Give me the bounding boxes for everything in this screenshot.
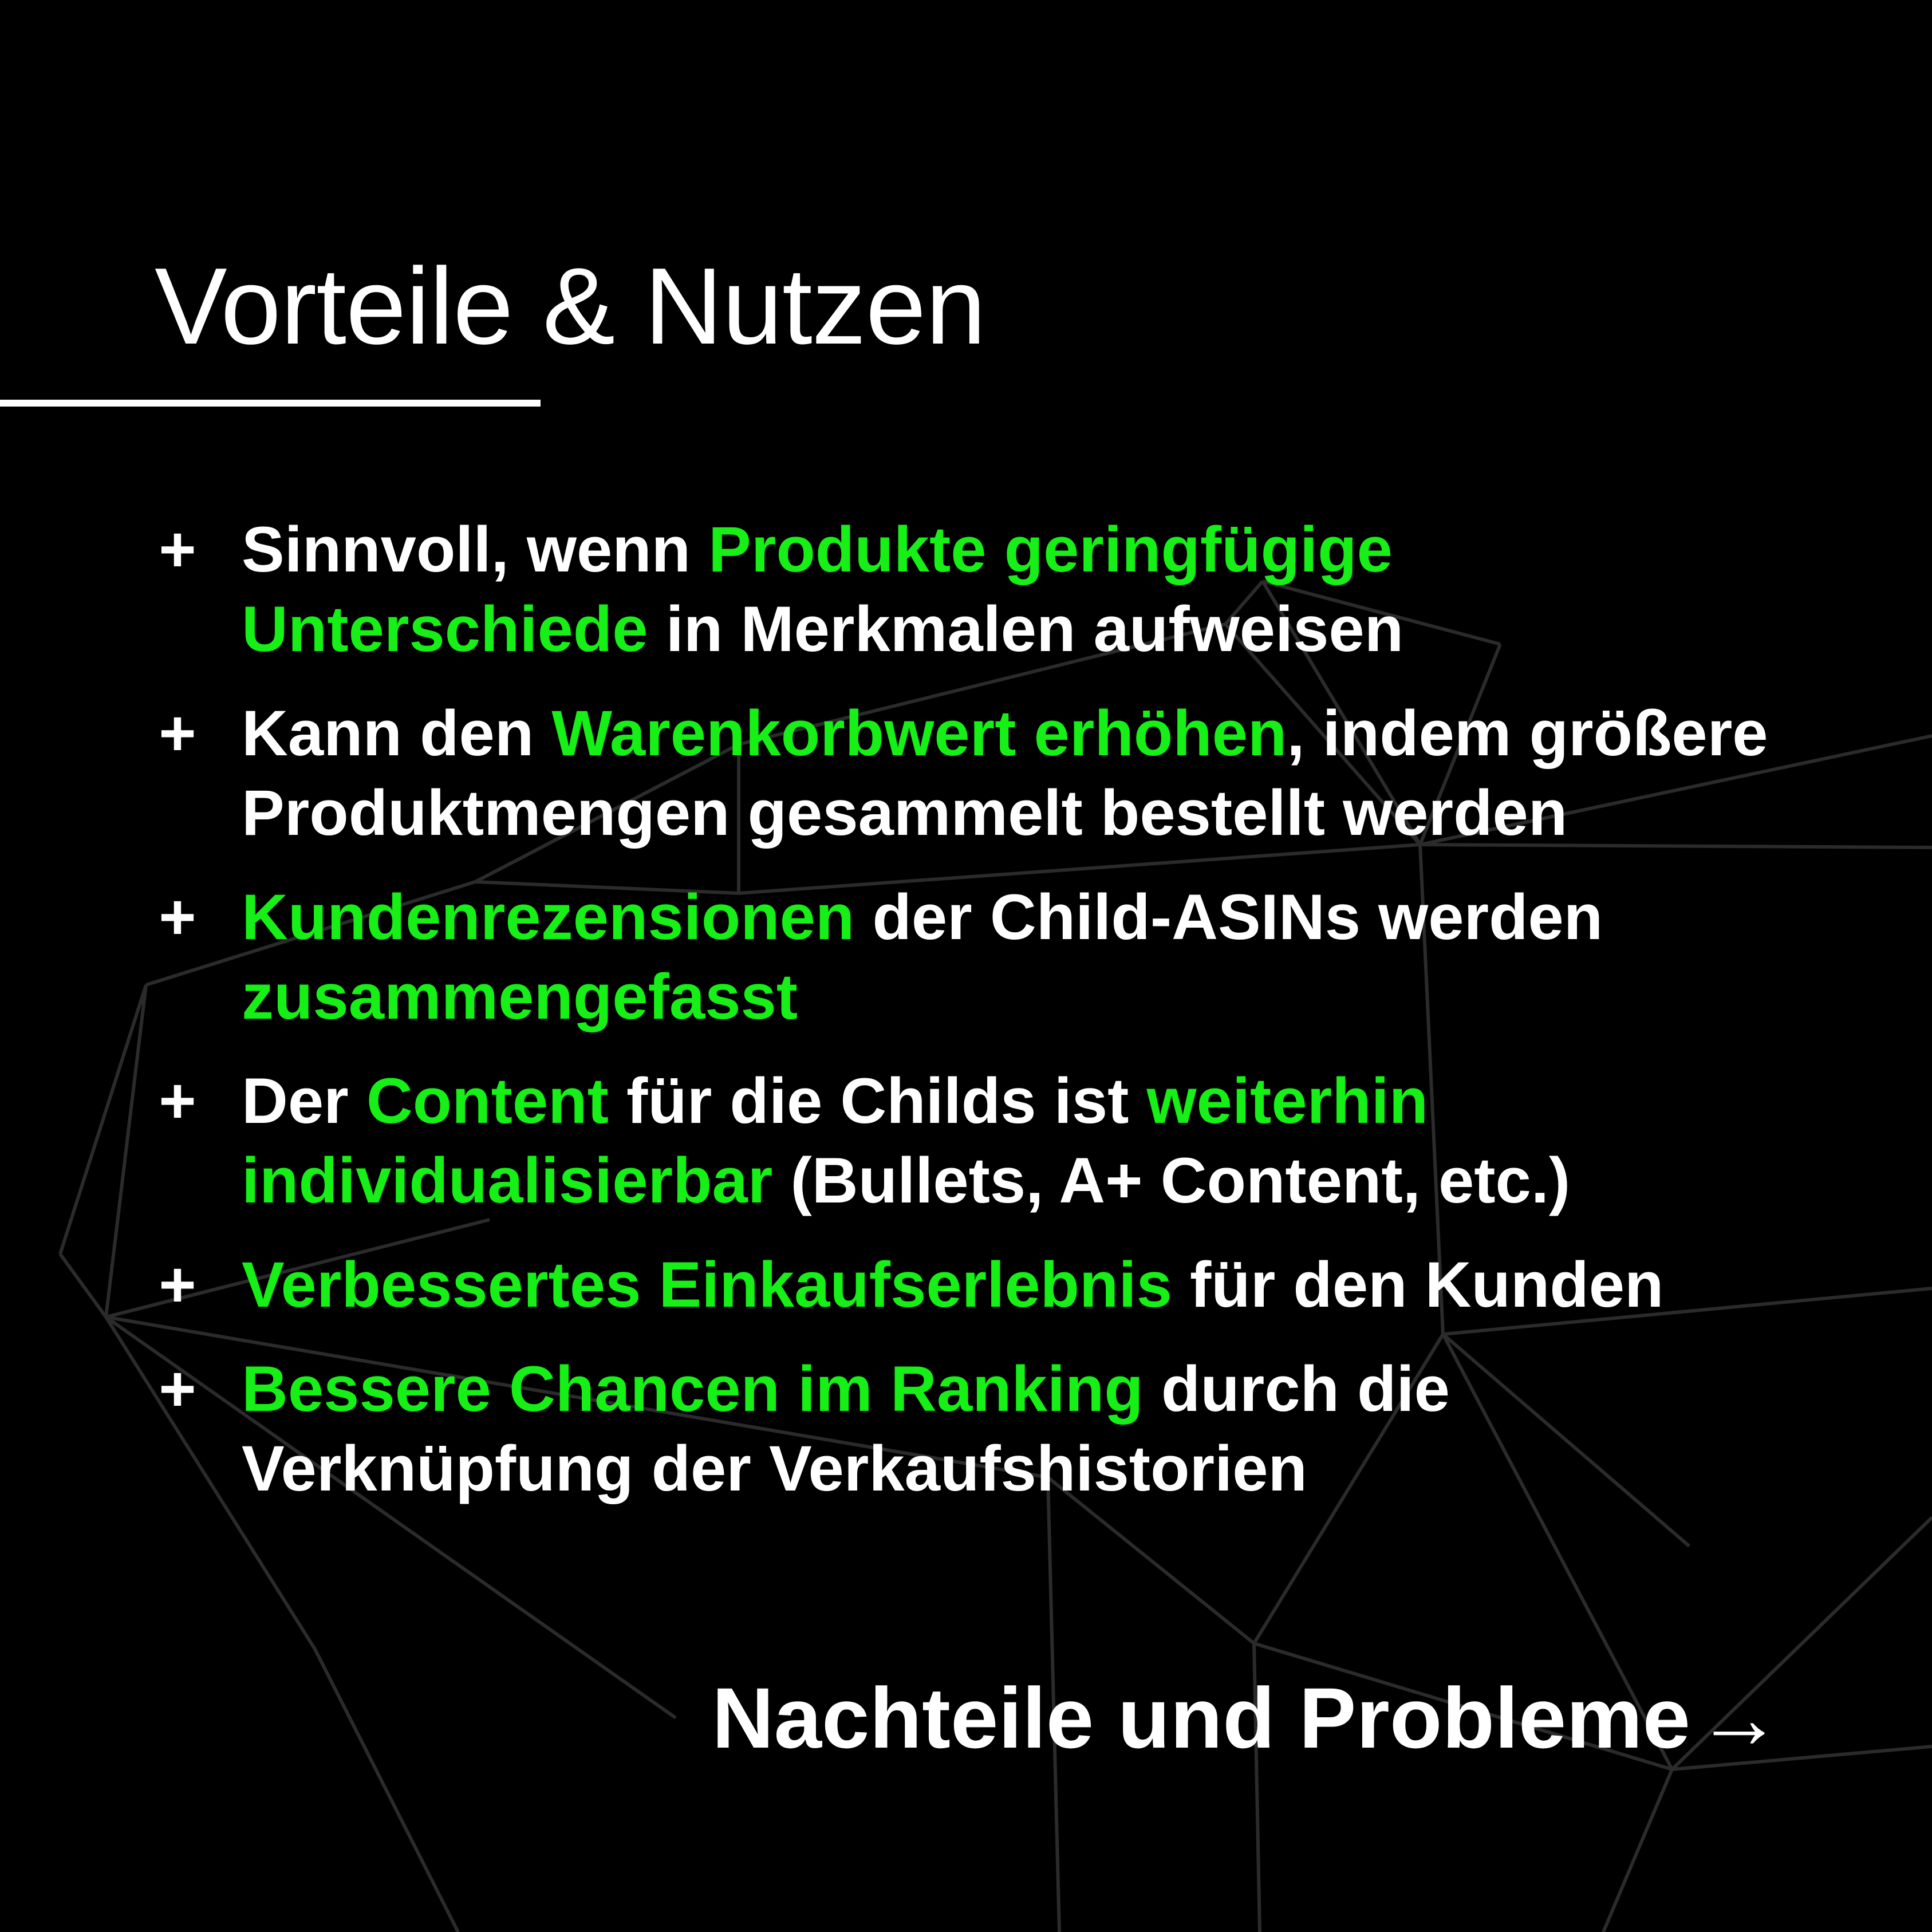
- benefits-list: [155, 510, 1815, 1533]
- next-page-link[interactable]: [712, 1666, 1782, 1769]
- benefit-item: [155, 1349, 1815, 1508]
- benefit-highlight: Bessere Chancen im Ranking: [242, 1353, 1144, 1425]
- benefit-highlight: weiterhin individualisierbar: [242, 1065, 1429, 1216]
- benefit-text-segment: durch die Verknüpfung der Verkaufshistorien: [242, 1353, 1450, 1504]
- benefit-text-segment: in Merkmalen aufweisen: [648, 593, 1404, 665]
- benefit-text-segment: der Child-ASINs werden: [854, 881, 1603, 953]
- benefit-text-segment: Sinnvoll, wenn: [242, 514, 709, 585]
- plus-icon: +: [159, 1249, 196, 1320]
- benefit-highlight: zusammengefasst: [242, 961, 798, 1032]
- next-page-label: Nachteile und Probleme: [712, 1670, 1690, 1766]
- benefit-text-segment: für die Childs ist: [608, 1065, 1147, 1137]
- plus-icon: +: [159, 1353, 196, 1425]
- benefit-item: [155, 1245, 1815, 1324]
- benefit-item: [155, 510, 1815, 669]
- benefit-item: [155, 877, 1815, 1036]
- benefit-highlight: Content: [366, 1065, 609, 1137]
- title-underline: [0, 400, 541, 407]
- benefit-text-2: [242, 697, 1768, 849]
- benefit-highlight: Produkte geringfügige Unterschiede: [242, 514, 1393, 665]
- benefit-text-segment: Kann den: [242, 697, 552, 769]
- plus-icon: +: [159, 697, 196, 769]
- benefit-text-segment: für den Kunden: [1172, 1249, 1664, 1320]
- plus-icon: +: [159, 514, 196, 585]
- benefit-highlight: Warenkorbwert erhöhen: [551, 697, 1287, 769]
- plus-icon: +: [159, 881, 196, 953]
- plus-icon: +: [159, 1065, 196, 1137]
- benefit-text-1: [242, 514, 1403, 665]
- benefit-item: [155, 693, 1815, 853]
- benefit-item: [155, 1061, 1815, 1220]
- benefit-text-segment: (Bullets, A+ Content, etc.): [772, 1145, 1571, 1216]
- benefit-text-segment: Der: [242, 1065, 366, 1137]
- benefit-text-segment: , indem größere Produktmengen gesammelt bestellt werden: [242, 697, 1768, 849]
- arrow-right-icon: →: [1696, 1670, 1782, 1766]
- benefit-text-4: [242, 1065, 1570, 1216]
- benefit-highlight: Verbessertes Einkaufserlebnis: [242, 1249, 1172, 1320]
- page-title: Vorteile & Nutzen: [155, 246, 986, 367]
- benefit-text-5: [242, 1249, 1663, 1320]
- benefit-text-6: [242, 1353, 1450, 1504]
- benefit-highlight: Kundenrezensionen: [242, 881, 855, 953]
- benefit-text-3: [242, 881, 1603, 1032]
